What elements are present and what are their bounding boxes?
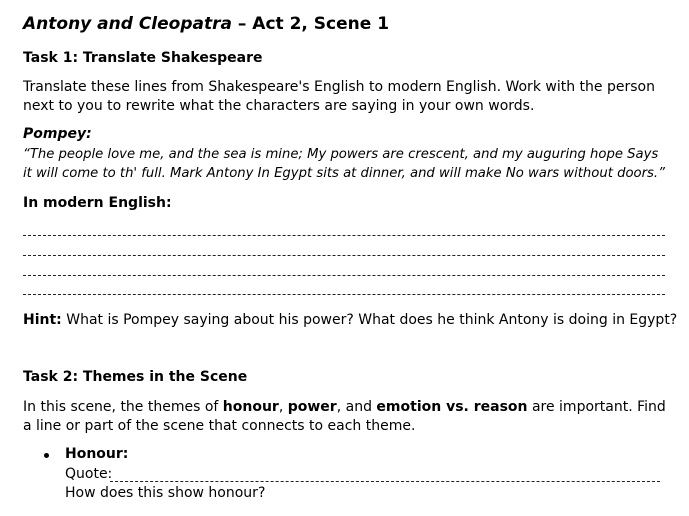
page-title (23, 14, 389, 34)
quote-answer-line[interactable] (110, 481, 660, 482)
answer-line-4[interactable] (23, 294, 665, 295)
bullet-icon (44, 453, 49, 458)
task1-heading: Task 1: Translate Shakespeare (23, 50, 263, 66)
separator: , and (336, 399, 377, 415)
theme-honour: honour (222, 399, 279, 415)
answer-line-1[interactable] (23, 235, 665, 236)
play-title: Antony and Cleopatra (23, 14, 232, 34)
hint (23, 311, 678, 330)
answer-line-3[interactable] (23, 275, 665, 276)
quote-label: Quote: (65, 466, 113, 482)
shakespeare-quote: “The people love me, and the sea is mine; My powers are crescent, and my auguring hope Says it will come to th' full. Mark Antony In Egypt sits at dinner, and will make No wars without doors.” (23, 147, 665, 181)
hint-text: What is Pompey saying about his power? What does he think Antony is doing in Egypt? (61, 312, 678, 328)
act-scene: – Act 2, Scene 1 (231, 14, 390, 34)
theme-power: power (287, 399, 337, 415)
answer-line-2[interactable] (23, 255, 665, 256)
modern-english-label: In modern English: (23, 195, 172, 211)
speaker-name: Pompey: (23, 126, 92, 142)
intro-text: In this scene, the themes of (23, 399, 223, 415)
intro-text-end: are important. Find a line or part of the scene that connects to each theme. (23, 399, 666, 434)
theme-emotion-reason: emotion vs. reason (376, 399, 528, 415)
task2-instructions (23, 398, 668, 436)
honour-question: How does this show honour? (65, 485, 266, 501)
bullet-honour-label: Honour: (65, 446, 129, 462)
hint-label: Hint: (23, 312, 62, 328)
separator: , (278, 399, 288, 415)
task1-instructions: Translate these lines from Shakespeare's English to modern English. Work with the person next to you to rewrite what the characters are saying in your own words. (23, 79, 655, 114)
task2-heading: Task 2: Themes in the Scene (23, 369, 248, 385)
